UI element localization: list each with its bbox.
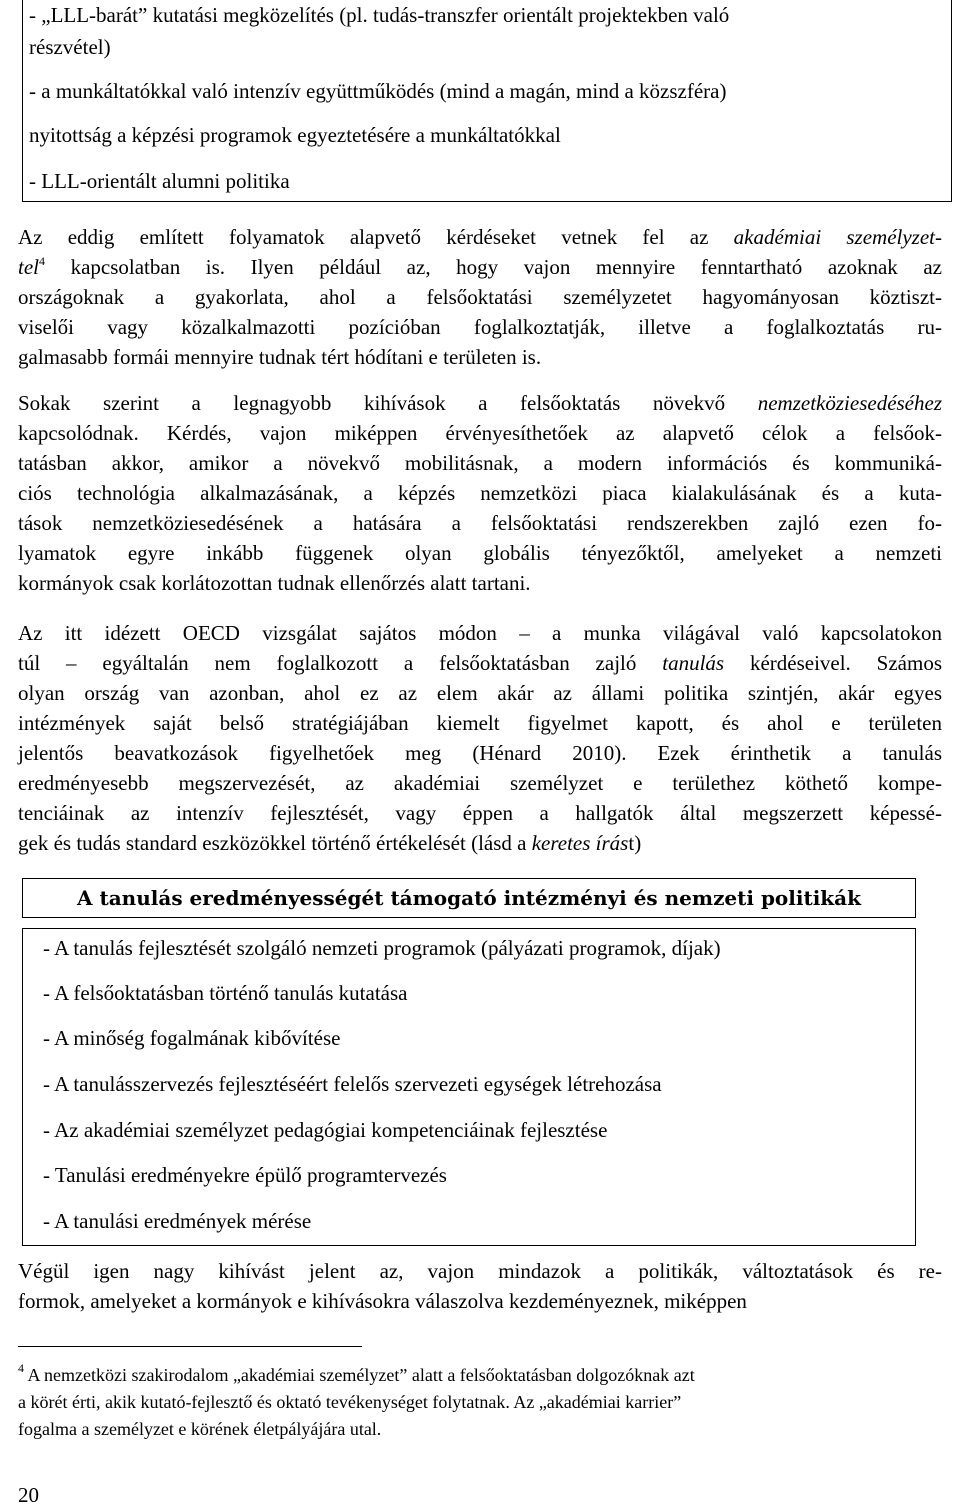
policy-box-continued xyxy=(22,0,952,202)
paragraph-oecd: Az itt idézett OECD vizsgálat sajátos módon – a munka világával való kapcsolatokon túl – egyáltalán nem foglalkozott a felsőoktatásban zajló tanulás kérdéseivel. Számos olyan ország van azonban, ahol ez az elem akár az állami politika szintjén, akár egyes intézmények saját belső stratégiájában kiemelt figyelmet kapott, és ahol e területen jelentős beavatkozások figyelhetőek meg (Hénard 2010). Ezek érinthetik a tanulás eredményesebb megszervezését, az akadémiai személyzet e területhez köthető kompe- tenciáinak az intenzív fejlesztését, vagy éppen a hallgatók által megszerzett képessé- gek és tudás standard eszközökkel történő értékelését (lásd a keretes írást) xyxy=(18,621,942,855)
list-item: - A tanulási eredmények mérése xyxy=(43,1209,312,1233)
list-item: - Az akadémiai személyzet pedagógiai kompetenciáinak fejlesztése xyxy=(43,1118,608,1142)
footnote-divider xyxy=(18,1346,362,1347)
footnote: $^4$ A nemzetközi szakirodalom „akadémiai személyzet” alatt a felsőoktatásban dolgozóknak azt a körét érti, akik kutató-fejlesztő és oktató tevékenységet folytatnak. Az „akadémiai karrier” fogalma a személyzet e körének életpályájára utal. xyxy=(18,1361,695,1439)
list-item: - A tanulásszervezés fejlesztéséért felelős szervezeti egységek létrehozása xyxy=(43,1072,662,1096)
page-number: 20 xyxy=(18,1483,39,1507)
paragraph-internationalisation: Sokak szerint a legnagyobb kihívások a felsőoktatás növekvő nemzetköziesedéséhez kapcsolódnak. Kérdés, vajon miképpen érvényesíthetőek az alapvető célok a felsőok- tatásban akkor, amikor a növekvő mobilitásnak, a modern információs és kommuniká- ciós technológia alkalmazásának, a képzés nemzetközi piaca kialakulásának és a kuta- tások nemzetköziesedésének a hatására a felsőoktatási rendszerekben zajló ezen fo- lyamatok egyre inkább függenek olyan globális tényezőktől, amelyeket a nemzeti kormányok csak korlátozottan tudnak ellenőrzés alatt tartani. xyxy=(18,391,942,595)
framed-box-list xyxy=(22,928,916,1246)
footnote-number: 4 xyxy=(18,1361,24,1375)
emphasis: tel xyxy=(18,255,39,279)
box-line: - LLL-orientált alumni politika xyxy=(29,169,290,193)
emphasis: keretes írás xyxy=(531,831,629,855)
emphasis: akadémiai személyzet- xyxy=(733,225,943,249)
framed-box-title: A tanulás eredményességét támogató intézményi és nemzeti politikák xyxy=(22,878,916,918)
box-line: részvétel) xyxy=(29,35,111,59)
emphasis: tanulás xyxy=(662,651,725,675)
list-item: - Tanulási eredményekre épülő programtervezés xyxy=(43,1163,447,1187)
paragraph-closing: Végül igen nagy kihívást jelent az, vajon mindazok a politikák, változtatások és re- formok, amelyeket a kormányok e kihívásokra válaszolva kezdeményeznek, miképpen xyxy=(18,1259,942,1313)
list-item: - A felsőoktatásban történő tanulás kutatása xyxy=(43,981,408,1005)
list-item: - A tanulás fejlesztését szolgáló nemzeti programok (pályázati programok, díjak) xyxy=(43,936,721,960)
box-line: - „LLL-barát” kutatási megközelítés (pl. tudás-transzfer orientált projektekben való xyxy=(29,3,730,27)
box-line: - a munkáltatókkal való intenzív együttműködés (mind a magán, mind a közszféra) xyxy=(29,79,727,103)
emphasis: nemzetköziesedéséhez xyxy=(757,391,942,415)
footnote-ref: 4 xyxy=(39,254,45,268)
list-item: - A minőség fogalmának kibővítése xyxy=(43,1026,341,1050)
box-line: nyitottság a képzési programok egyeztetésére a munkáltatókkal xyxy=(29,123,561,147)
paragraph-academic-staff: Az eddig említett folyamatok alapvető kérdéseket vetnek fel az akadémiai személyzet- tel$^4$ kapcsolatban is. Ilyen például az, hogy vajon mennyire fenntartható azoknak az országoknak a gyakorlata, ahol a felsőoktatási személyzetet hagyományosan köztiszt- viselői vagy közalkalmazotti pozícióban foglalkoztatják, illetve a foglalkoztatás ru- galmasabb formái mennyire tudnak tért hódítani e területen is. xyxy=(18,225,943,369)
